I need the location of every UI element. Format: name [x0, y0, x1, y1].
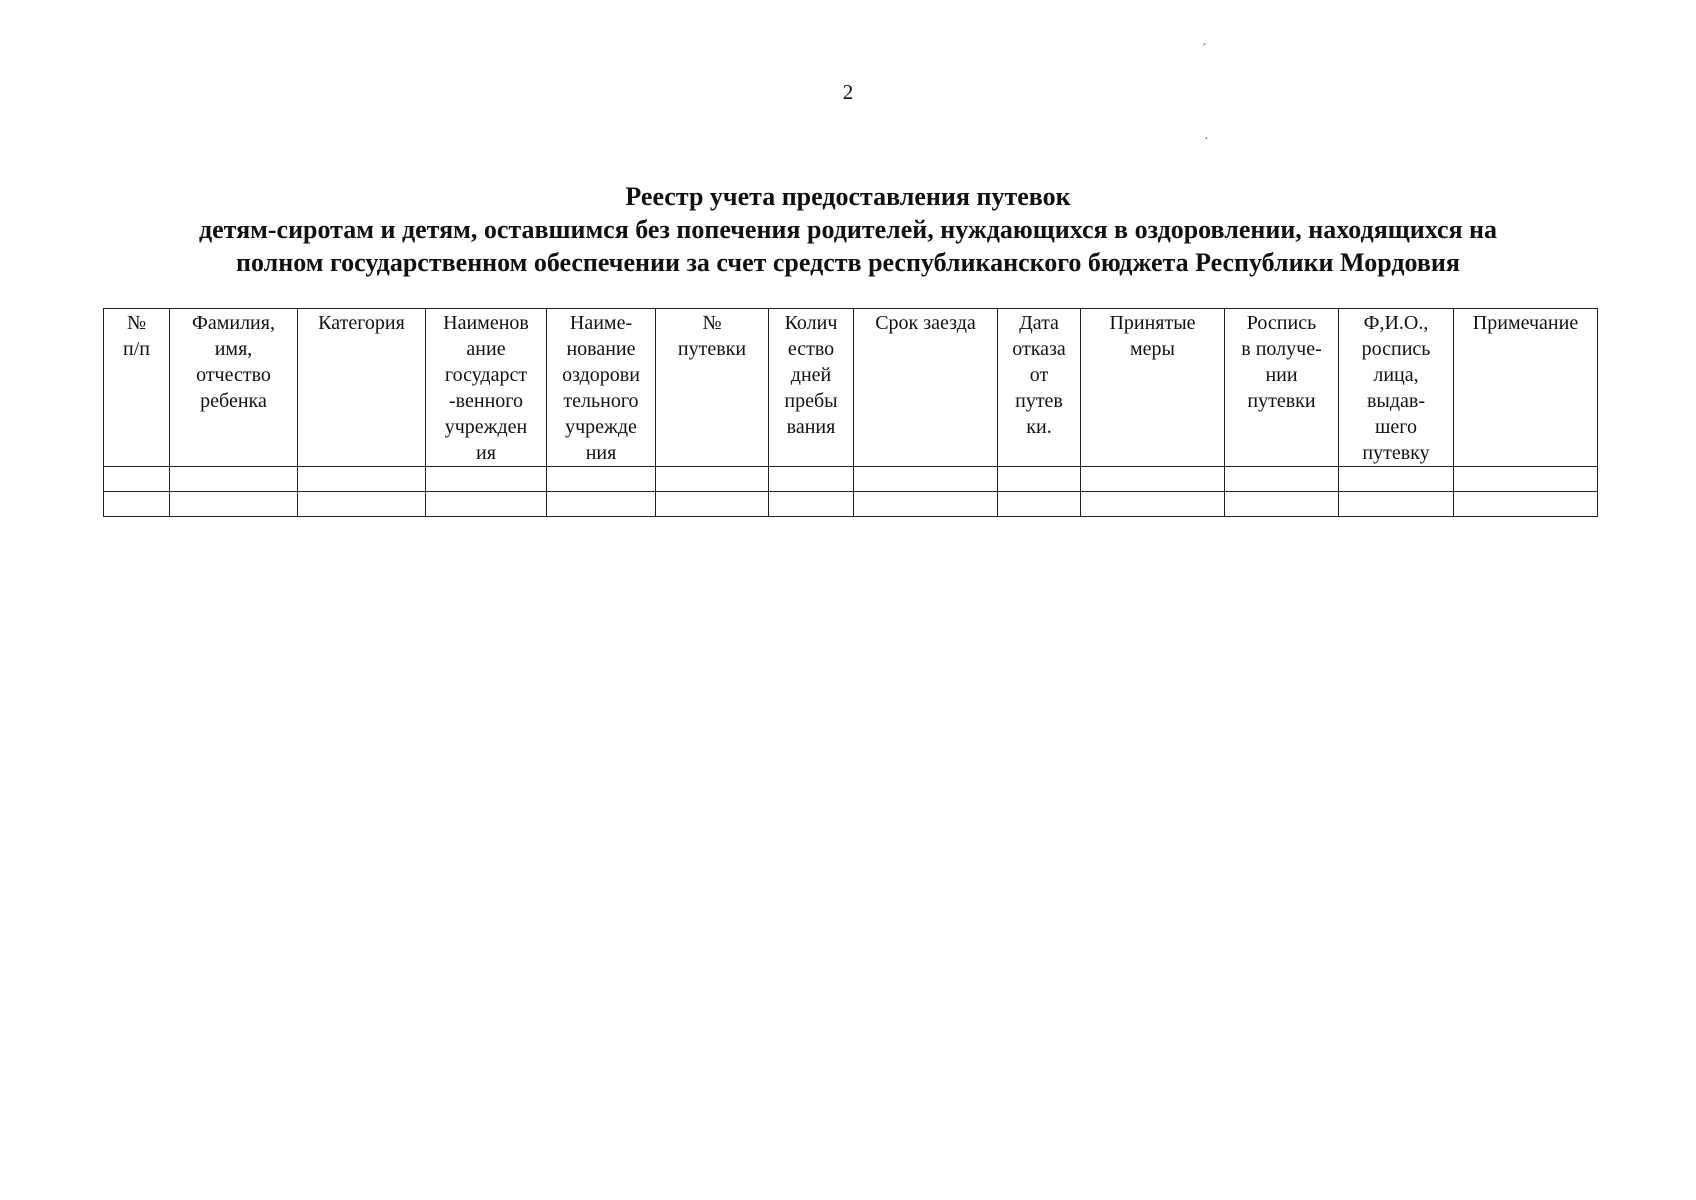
table-cell — [1225, 492, 1339, 517]
column-header — [104, 309, 170, 467]
column-header-line: вания — [786, 416, 836, 438]
registry-table — [103, 308, 1598, 517]
column-header-line: путевки — [1247, 390, 1316, 412]
table-cell — [656, 492, 769, 517]
column-header-line: шего — [1375, 416, 1417, 438]
table-cell — [170, 492, 298, 517]
title-line-2: детям-сиротам и детям, оставшимся без попечения родителей, нуждающихся в оздоровлении, находящихся на — [198, 215, 1498, 244]
table-cell — [1081, 492, 1225, 517]
table-cell — [547, 467, 656, 492]
column-header-line: лица, — [1373, 364, 1419, 386]
table-cell — [1225, 467, 1339, 492]
table-cell — [854, 467, 998, 492]
column-header-line: дней — [790, 364, 832, 386]
table-cell — [1081, 467, 1225, 492]
table-cell — [998, 467, 1081, 492]
column-header-line: тельного — [563, 390, 639, 412]
header-row — [104, 309, 1598, 467]
column-header-line: ния — [585, 442, 617, 464]
column-header-line: нии — [1265, 364, 1298, 386]
table-row — [104, 492, 1598, 517]
column-header-line: ание — [466, 338, 506, 360]
column-header-line: Примечание — [1472, 312, 1579, 334]
column-header — [1081, 309, 1225, 467]
column-header — [547, 309, 656, 467]
column-header-line: меры — [1130, 338, 1175, 360]
column-header-line: ия — [476, 442, 496, 464]
title-line-3: полном государственном обеспечении за счет средств республиканского бюджета Республики Мордовия — [236, 248, 1460, 277]
table-cell — [854, 492, 998, 517]
column-header-line: ребенка — [200, 390, 267, 412]
page-number: 2 — [842, 80, 854, 104]
table-row — [104, 467, 1598, 492]
column-header — [998, 309, 1081, 467]
table-cell — [170, 467, 298, 492]
column-header — [656, 309, 769, 467]
column-header-line: выдав- — [1366, 390, 1426, 412]
column-header-line: путев — [1015, 390, 1063, 412]
table-cell — [104, 467, 170, 492]
scan-mark: · — [1204, 132, 1209, 147]
column-header — [1225, 309, 1339, 467]
table-cell — [426, 492, 547, 517]
column-header-line: учрежден — [444, 416, 528, 438]
column-header-line: отчество — [196, 364, 271, 386]
title-line-1: Реестр учета предоставления путевок — [625, 182, 1071, 211]
column-header-line: № — [126, 312, 147, 334]
column-header-line: Срок заезда — [875, 312, 976, 334]
table-body — [104, 467, 1598, 517]
document-title — [60, 180, 1636, 279]
column-header-line: путевки — [677, 338, 747, 360]
table-cell — [998, 492, 1081, 517]
column-header — [1339, 309, 1454, 467]
column-header-line: -венного — [449, 390, 523, 412]
scan-mark: ˊ — [1202, 42, 1207, 57]
table-cell — [1454, 492, 1598, 517]
table-cell — [1339, 492, 1454, 517]
column-header-line: № — [702, 312, 722, 334]
column-header-line: Категория — [318, 312, 405, 334]
table-cell — [104, 492, 170, 517]
column-header-line: отказа — [1012, 338, 1066, 360]
column-header-line: пребы — [784, 390, 838, 412]
table-cell — [298, 492, 426, 517]
table-cell — [769, 467, 854, 492]
column-header-line: учрежде — [565, 416, 637, 438]
column-header-line: Фамилия, — [192, 312, 275, 334]
column-header-line: п/п — [123, 338, 150, 360]
column-header-line: имя, — [214, 338, 253, 360]
column-header-line: Колич — [784, 312, 838, 334]
column-header-line: Ф,И.О., — [1363, 312, 1429, 334]
column-header-line: государст — [444, 364, 528, 386]
column-header-line: Роспись — [1246, 312, 1317, 334]
column-header — [1454, 309, 1598, 467]
column-header — [769, 309, 854, 467]
column-header-line: от — [1029, 364, 1049, 386]
column-header-line: роспись — [1361, 338, 1431, 360]
column-header-line: Наиме- — [569, 312, 633, 334]
table-cell — [547, 492, 656, 517]
column-header-line: Дата — [1019, 312, 1059, 334]
column-header-line: ки. — [1026, 416, 1052, 438]
column-header — [170, 309, 298, 467]
column-header-line: в получе- — [1241, 338, 1322, 360]
column-header — [854, 309, 998, 467]
column-header — [298, 309, 426, 467]
column-header-line: ество — [787, 338, 835, 360]
table-cell — [769, 492, 854, 517]
table-cell — [1454, 467, 1598, 492]
column-header-line: нование — [566, 338, 636, 360]
table-cell — [426, 467, 547, 492]
column-header-line: оздорови — [562, 364, 640, 386]
column-header-line: Принятые — [1109, 312, 1196, 334]
column-header-line: путевку — [1362, 442, 1430, 464]
column-header — [426, 309, 547, 467]
table-cell — [298, 467, 426, 492]
column-header-line: Наименов — [443, 312, 529, 334]
table-cell — [1339, 467, 1454, 492]
table-cell — [656, 467, 769, 492]
